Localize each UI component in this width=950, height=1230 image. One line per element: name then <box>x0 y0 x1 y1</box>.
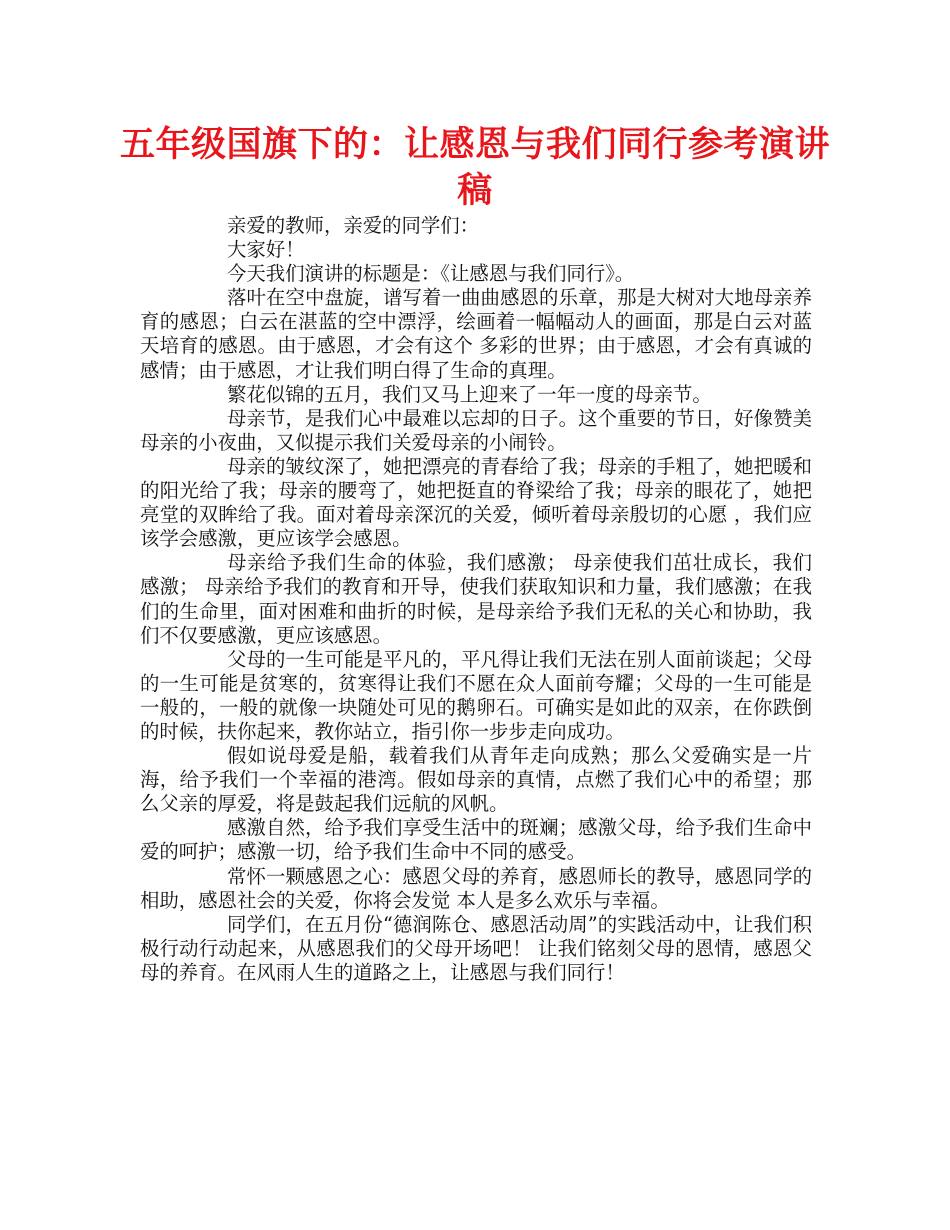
paragraph-gratitude-mother: 母亲给予我们生命的体验，我们感激； 母亲使我们茁壮成长，我们感激； 母亲给予我们的教育和开导，使我们获取知识和力量，我们感激；在我们的生命里，面对困难和曲折的时候，是母亲给予我们无私的关心和协助，我们不仅要感激，更应该感恩。 <box>140 551 812 647</box>
document-title: 五年级国旗下的：让感恩与我们同行参考演讲稿 <box>120 125 831 211</box>
paragraph-thank-nature: 感激自然，给予我们享受生活中的斑斓；感激父母，给予我们生命中爱的呵护；感激一切，给予我们生命中不同的感受。 <box>140 816 812 864</box>
paragraph-hello: 大家好！ <box>227 238 305 262</box>
paragraph-grateful-heart: 常怀一颗感恩之心：感恩父母的养育，感恩师长的教导，感恩同学的相助，感恩社会的关爱，你将会发觉 本人是多么欢乐与幸福。 <box>140 864 812 912</box>
paragraph-topic: 今天我们演讲的标题是：《让感恩与我们同行》。 <box>227 262 635 286</box>
paragraph-may: 繁花似锦的五月，我们又马上迎来了一年一度的母亲节。 <box>227 382 712 406</box>
paragraph-boat-sea: 假如说母爱是船，载着我们从青年走向成熟；那么父爱确实是一片海，给予我们一个幸福的港湾。假如母亲的真情，点燃了我们心中的希望；那么父亲的厚爱，将是鼓起我们远航的风帆。 <box>140 744 812 816</box>
paragraph-wrinkles: 母亲的皱纹深了，她把漂亮的青春给了我；母亲的手粗了，她把暖和的阳光给了我；母亲的腰弯了，她把挺直的脊梁给了我；母亲的眼花了，她把亮堂的双眸给了我。面对着母亲深沉的关爱，倾听着母亲殷切的心愿 ，我们应该学会感激，更应该学会感恩。 <box>140 454 812 551</box>
paragraph-closing: 同学们，在五月份“德润陈仓、感恩活动周”的实践活动中，让我们积极行动行动起来，从感恩我们的父母开场吧！ 让我们铭刻父母的恩情，感恩父母的养育。在风雨人生的道路之上，让感恩与我们同行！ <box>140 912 812 984</box>
paragraph-mothers-day: 母亲节，是我们心中最难以忘却的日子。这个重要的节日，好像赞美母亲的小夜曲，又似提示我们关爱母亲的小闹铃。 <box>140 406 812 454</box>
document-body <box>140 214 812 985</box>
paragraph-parents-life: 父母的一生可能是平凡的，平凡得让我们无法在别人面前谈起；父母的一生可能是贫寒的，贫寒得让我们不愿在众人面前夸耀；父母的一生可能是一般的，一般的就像一块随处可见的鹅卵石。可确实是如此的双亲，在你跌倒的时候，扶你起来，教你站立，指引你一步步走向成功。 <box>140 647 812 743</box>
paragraph-leaves: 落叶在空中盘旋，谱写着一曲曲感恩的乐章，那是大树对大地母亲养育的感恩；白云在湛蓝的空中漂浮，绘画着一幅幅动人的画面，那是白云对蓝天培育的感恩。由于感恩，才会有这个 多彩的世界；由于感恩，才会有真诚的感情；由于感恩，才让我们明白得了生命的真理。 <box>140 286 812 382</box>
paragraph-greeting: 亲爱的教师，亲爱的同学们： <box>227 214 480 237</box>
